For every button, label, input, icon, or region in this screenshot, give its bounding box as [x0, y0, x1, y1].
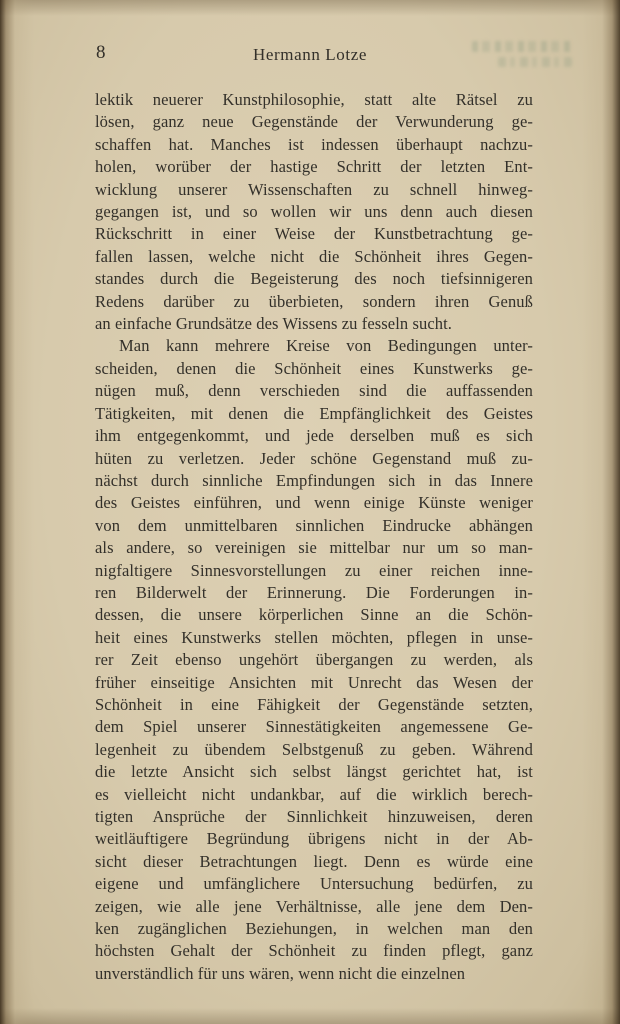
text-line: dem Spiel unserer Sinnestätigkeiten angemessene Ge- [95, 717, 533, 737]
text-line: eigene und umfänglichere Untersuchung bedürfen, zu [95, 874, 533, 894]
text-line: die letzte Ansicht sich selbst längst gerichtet hat, ist [95, 762, 533, 782]
text-line: von dem unmittelbaren sinnlichen Eindrucke abhängen [95, 515, 533, 535]
text-line: schaffen hat. Manches ist indessen überhaupt nachzu- [95, 134, 533, 154]
text-line: an einfache Grundsätze des Wissens zu fesseln sucht. [95, 314, 453, 334]
text-line: Schönheit in eine Fähigkeit der Gegenstände setzten, [95, 694, 533, 714]
text-line: standes durch die Begeisterung des noch tiefsinnigeren [95, 269, 533, 289]
text-line: legenheit zu übendem Selbstgenuß zu geben. Während [95, 739, 533, 759]
paragraph [95, 335, 533, 985]
text-line: höchsten Gehalt der Schönheit zu finden pflegt, ganz [95, 941, 533, 961]
text-line: nügen muß, denn verschieden sind die auffassenden [95, 381, 533, 401]
text-line: ken zugänglichen Beziehungen, in welchen man den [95, 919, 533, 939]
text-line: weitläuftigere Begründung übrigens nicht in der Ab- [95, 829, 533, 849]
text-line: des Geistes einführen, und wenn einige Künste weniger [95, 493, 533, 513]
text-line: Tätigkeiten, mit denen die Empfänglichkeit des Geistes [95, 403, 533, 423]
page-body [95, 89, 533, 985]
text-line: Rückschritt in einer Weise der Kunstbetrachtung ge- [95, 224, 533, 244]
running-header: Hermann Lotze [252, 45, 367, 64]
text-line: heit eines Kunstwerks stellen möchten, pflegen in unse- [95, 627, 533, 647]
text-line: nigfaltigere Sinnesvorstellungen zu einer reichen inne- [95, 560, 533, 580]
text-line: Man kann mehrere Kreise von Bedingungen unter- [119, 336, 533, 356]
text-line: fallen lassen, welche nicht die Schönheit ihres Gegen- [95, 246, 533, 266]
text-line: als andere, so vereinigen sie mittelbar nur um so man- [95, 538, 533, 558]
text-line: wicklung unserer Wissenschaften zu schnell hinweg- [95, 179, 533, 199]
text-line: tigten Ansprüche der Sinnlichkeit hinzuweisen, deren [95, 807, 533, 826]
text-line: holen, worüber der hastige Schritt der letzten Ent- [95, 157, 533, 177]
text-line: unverständlich für uns wären, wenn nicht die einzelnen [95, 963, 466, 983]
text-line: dessen, die unsere körperlichen Sinne an die Schön- [95, 605, 533, 625]
paragraph [95, 89, 533, 335]
text-line: ihm entgegenkommt, und jede derselben muß es sich [95, 426, 533, 446]
text-line: es vielleicht nicht undankbar, auf die wirklich berech- [95, 784, 533, 804]
text-line: scheiden, denen die Schönheit eines Kunstwerks ge- [95, 358, 533, 378]
text-line: ren Bilderwelt der Erinnerung. Die Forderungen in- [95, 582, 533, 602]
text-line: zeigen, wie alle jene Verhältnisse, alle jene dem Den- [95, 896, 533, 916]
text-line: Redens darüber zu überbieten, sondern ihren Genuß [95, 291, 533, 311]
text-line: früher einseitige Ansichten mit Unrecht das Wesen der [95, 672, 533, 692]
text-line: sicht dieser Betrachtungen liegt. Denn es würde eine [95, 851, 533, 871]
text-line: gegangen ist, und so wollen wir uns denn auch diesen [95, 202, 533, 222]
page-number: 8 [96, 42, 106, 63]
text-line: rer Zeit ebenso ungehört übergangen zu werden, als [95, 650, 533, 670]
text-line: lösen, ganz neue Gegenstände der Verwunderung ge- [95, 112, 533, 132]
text-line: lektik neuerer Kunstphilosophie, statt alte Rätsel zu [95, 90, 533, 109]
text-line: hüten zu verletzen. Jeder schöne Gegenstand muß zu- [95, 448, 533, 468]
text-line: nächst durch sinnliche Empfindungen sich in das Innere [95, 470, 533, 490]
